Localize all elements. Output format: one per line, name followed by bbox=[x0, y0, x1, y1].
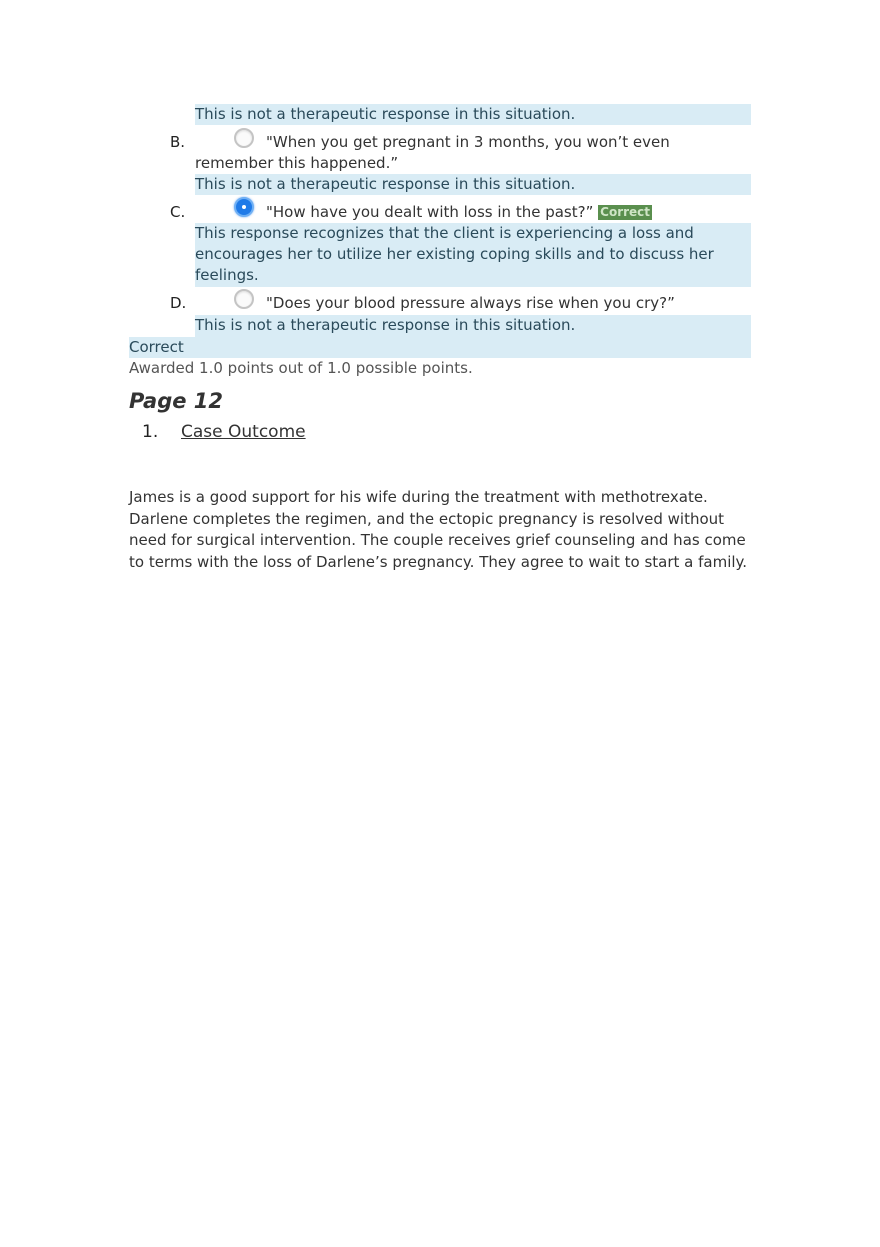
option-text: "Does your blood pressure always rise when you cry?” bbox=[266, 294, 675, 312]
case-outcome-link[interactable]: Case Outcome bbox=[181, 422, 306, 442]
option-text-label: "How have you dealt with loss in the past?” bbox=[266, 203, 594, 221]
radio-button-d[interactable] bbox=[234, 289, 254, 309]
radio-button-c-selected[interactable] bbox=[234, 197, 254, 217]
correct-badge: Correct bbox=[600, 205, 651, 219]
case-outcome-paragraph: James is a good support for his wife during the treatment with methotrexate. Darlene completes the regimen, and the ectopic pregnancy is resolved without need for surgical intervention. The couple receives grief counseling and has come to terms with the loss of Darlene’s pregnancy. They agree to wait to start a family. bbox=[129, 488, 748, 571]
option-letter: B. bbox=[170, 133, 186, 151]
option-text bbox=[266, 202, 751, 223]
list-item-number: 1. bbox=[142, 422, 159, 442]
feedback-option-b: This is not a therapeutic response in this situation. bbox=[195, 174, 751, 195]
option-text: "When you get pregnant in 3 months, you won’t even bbox=[266, 133, 670, 151]
page-title: Page 12 bbox=[129, 389, 224, 413]
option-letter: D. bbox=[170, 294, 187, 312]
radio-button-b[interactable] bbox=[234, 128, 254, 148]
result-status: Correct bbox=[129, 337, 751, 358]
awarded-points: Awarded 1.0 points out of 1.0 possible points. bbox=[129, 359, 473, 377]
feedback-option-c: This response recognizes that the client is experiencing a loss and encourages her to utilize her existing coping skills and to discuss her feelings. bbox=[195, 223, 751, 287]
option-letter: C. bbox=[170, 203, 186, 221]
option-text-continued: remember this happened.” bbox=[195, 154, 399, 172]
feedback-option-a: This is not a therapeutic response in this situation. bbox=[195, 104, 751, 125]
feedback-option-d: This is not a therapeutic response in this situation. bbox=[195, 315, 751, 337]
